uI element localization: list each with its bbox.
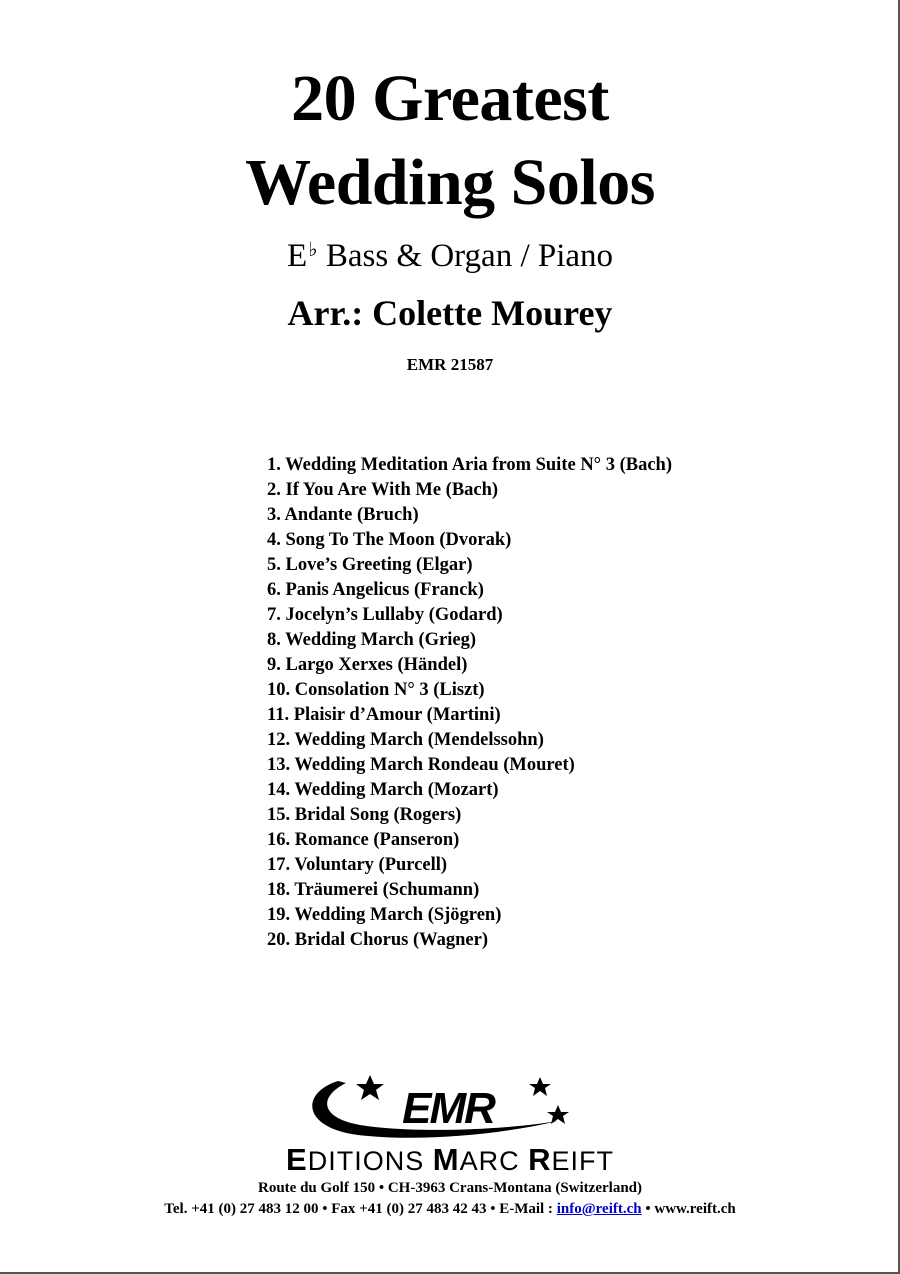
publisher-address: Route du Golf 150 • CH-3963 Crans-Montana (Switzerland) <box>258 1180 642 1196</box>
emr-logo <box>298 1073 598 1143</box>
key-letter: E <box>286 238 308 274</box>
contents-item: 18. Träumerei (Schumann) <box>267 880 480 900</box>
contents-item: 11. Plaisir d’Amour (Martini) <box>267 705 501 725</box>
contents-item: 1. Wedding Meditation Aria from Suite N° 3 (Bach) <box>267 455 672 475</box>
contents-item: 3. Andante (Bruch) <box>267 505 419 525</box>
contents-item: 12. Wedding March (Mendelssohn) <box>267 730 544 750</box>
publisher-contact <box>0 1201 900 1218</box>
contents-item: 2. If You Are With Me (Bach) <box>267 480 499 500</box>
contents-item: 5. Love’s Greeting (Elgar) <box>267 555 473 575</box>
contents-item: 14. Wedding March (Mozart) <box>267 780 499 800</box>
contact-website: • www.reift.ch <box>641 1201 736 1217</box>
email-link[interactable]: info@reift.ch <box>556 1201 642 1217</box>
svg-text:EMR: EMR <box>402 1084 494 1133</box>
instrumentation-text: Bass & Organ / Piano <box>317 238 614 274</box>
contents-item: 4. Song To The Moon (Dvorak) <box>267 530 512 550</box>
contents-item: 7. Jocelyn’s Lullaby (Godard) <box>267 605 503 625</box>
publisher-name: EDITIONS MARC REIFT <box>286 1142 614 1177</box>
flat-sign: ♭ <box>308 239 318 261</box>
catalog-number: EMR 21587 <box>406 355 494 374</box>
contents-item: 20. Bridal Chorus (Wagner) <box>267 930 488 950</box>
contents-item: 16. Romance (Panseron) <box>267 830 460 850</box>
title-line-1: 20 Greatest <box>291 62 609 135</box>
contents-item: 10. Consolation N° 3 (Liszt) <box>267 680 485 700</box>
contents-item: 13. Wedding March Rondeau (Mouret) <box>267 755 575 775</box>
contents-item: 6. Panis Angelicus (Franck) <box>267 580 484 600</box>
contents-item: 9. Largo Xerxes (Händel) <box>267 655 468 675</box>
contact-phone-fax: Tel. +41 (0) 27 483 12 00 • Fax +41 (0) 27 483 42 43 • E-Mail : <box>164 1201 557 1217</box>
contents-item: 8. Wedding March (Grieg) <box>267 630 476 650</box>
contents-list <box>267 453 672 953</box>
contents-item: 15. Bridal Song (Rogers) <box>267 805 462 825</box>
instrumentation <box>0 237 900 275</box>
title-line-2: Wedding Solos <box>245 146 655 219</box>
contents-item: 19. Wedding March (Sjögren) <box>267 905 502 925</box>
contents-item: 17. Voluntary (Purcell) <box>267 855 448 875</box>
arranger: Arr.: Colette Mourey <box>287 293 613 333</box>
